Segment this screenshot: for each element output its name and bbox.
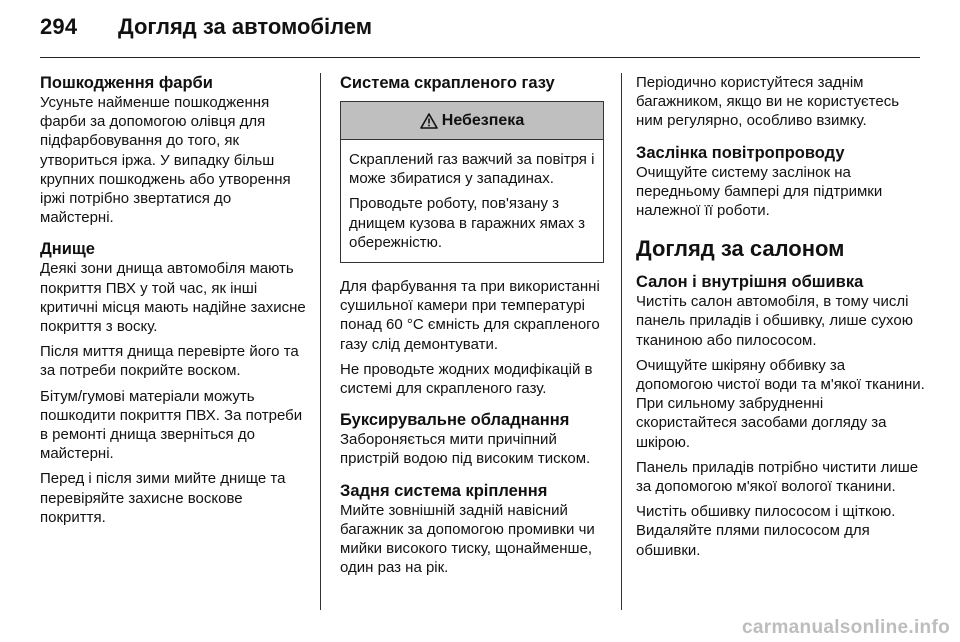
paragraph: Не проводьте жодних модифікацій в системі для скрапленого газу. <box>340 360 593 398</box>
paragraph: Для фарбування та при використанні сушильної камери при температурі понад 60 °C ємність для скрапленого газу слід демонтувати. <box>340 278 600 353</box>
warning-header <box>341 102 603 140</box>
warning-title: Небезпека <box>441 111 525 129</box>
paragraph: Мийте зовнішній задній навісний багажник за допомогою промивки чи мийки високого тиску, щонайменше, один раз на рік. <box>340 501 595 577</box>
column-divider <box>621 73 622 610</box>
heading-paint-damage: Пошкодження фарби <box>40 74 213 92</box>
paragraph: Після миття днища перевірте його та за потреби покрийте воском. <box>40 343 299 380</box>
heading-interior-care: Догляд за салоном <box>636 236 845 262</box>
heading-rear-carrier: Задня система кріплення <box>340 481 548 500</box>
paragraph: Періодично користуйтеся заднім багажником, якщо ви не користуєтесь ним регулярно, особливо взимку. <box>636 74 900 130</box>
heading-air-flap: Заслінка повітропроводу <box>636 143 845 162</box>
watermark: carmanualsonline.info <box>742 617 950 638</box>
heading-lpg-system: Система скрапленого газу <box>340 74 555 92</box>
paragraph: Бітум/гумові матеріали можуть пошкодити покриття ПВХ. За потреби в ремонті днища зверніться до майстерні. <box>40 387 303 463</box>
paragraph: Перед і після зими мийте днище та перевіряйте захисне воскове покриття. <box>40 470 286 526</box>
section-title: Догляд за автомобілем <box>118 14 373 39</box>
paragraph: Очищуйте систему заслінок на передньому бампері для підтримки належної її роботи. <box>636 163 883 220</box>
heading-interior-trim: Салон і внутрішня обшивка <box>636 273 864 292</box>
paragraph: Чистіть салон автомобіля, в тому числі панель приладів і обшивку, лише сухою тканиною або пилососом. <box>636 293 913 349</box>
header-rule <box>40 57 920 58</box>
warning-text: Скраплений газ важчий за повітря і може збиратися у западинах. <box>349 151 595 188</box>
page-header <box>40 14 372 50</box>
paragraph: Панель приладів потрібно чистити лише за допомогою м'якої вологої тканини. <box>636 458 919 496</box>
paragraph: Усуньте найменше пошкодження фарби за допомогою олівця для підфарбовування до того, як утвориться іржа. У випадку більш крупних пошкоджень або утворення іржі потрібно звертатися до майстерні. <box>40 94 291 227</box>
column-left <box>40 73 308 533</box>
paragraph: Деякі зони днища автомобіля мають покриття ПВХ у той час, як інші критичні місця мають надійне захисне покриття з воску. <box>40 260 306 336</box>
paragraph: Чистіть обшивку пилососом і щіткою. Видаляйте плями пилососом для обшивки. <box>636 503 896 559</box>
column-divider <box>320 73 321 610</box>
paragraph: Очищуйте шкіряну оббивку за допомогою чистої води та м'якої тканини. При сильному забрудненні скористайтеся засобами догляду за шкірою. <box>636 356 925 451</box>
warning-triangle-icon <box>420 113 438 129</box>
warning-box <box>340 101 604 263</box>
paragraph: Забороняється мити причіпний пристрій водою під високим тиском. <box>340 431 591 468</box>
warning-text: Проводьте роботу, пов'язану з днищем кузова в гаражних ямах з обережністю. <box>349 195 585 251</box>
warning-body <box>341 140 603 262</box>
heading-towing-equipment: Буксирувальне обладнання <box>340 411 570 430</box>
heading-underbody: Днище <box>40 240 95 259</box>
column-middle <box>340 73 604 583</box>
page-number: 294 <box>40 14 78 39</box>
column-right <box>636 73 926 566</box>
